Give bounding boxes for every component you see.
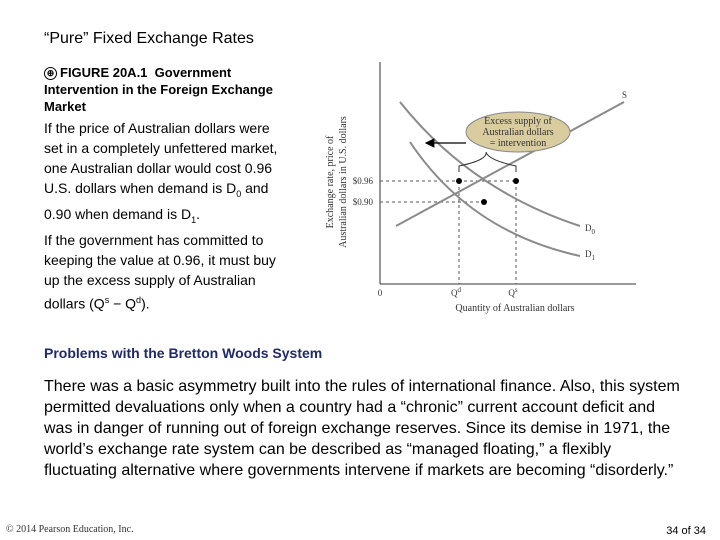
point-qd-096	[456, 178, 462, 184]
demand-subscript-0: 0	[236, 188, 242, 199]
figure-label: FIGURE 20A.1	[60, 65, 148, 80]
chart-svg	[318, 62, 720, 324]
annotation-line-1: Excess supply of	[484, 116, 552, 127]
tick-090: $0.90	[352, 197, 373, 207]
body-paragraph: There was a basic asymmetry built into the rules of international finance. Also, this system permitted devaluations only when a country had a “chronic” current account deficit and was in danger of running out of foreign exchange reserves. Since its demise in 1971, the world’s exchange rate system can be described as “managed floating,” a flexibly fluctuating alternative where governments intervene if markets are becoming “disorderly.”	[44, 378, 680, 479]
explanation-paragraph-1	[44, 118, 284, 230]
tick-qd: $Q^d$	[451, 286, 461, 298]
globe-icon[interactable]: ⊕	[44, 67, 57, 80]
y-axis-label-line-1: Exchange rate, price of	[325, 135, 336, 229]
label-s: S	[622, 90, 628, 100]
copyright: © 2014 Pearson Education, Inc.	[6, 524, 134, 535]
supply-superscript: s	[104, 294, 110, 305]
demand-superscript: d	[136, 294, 142, 305]
point-090	[481, 199, 487, 205]
slide-title: “Pure” Fixed Exchange Rates	[44, 30, 254, 47]
tick-096: $0.96	[352, 176, 373, 186]
label-d1: $D_1$	[585, 249, 595, 262]
explanation-text: .	[196, 205, 200, 222]
figure-title: Government Intervention in the Foreign Exchange Market	[44, 65, 273, 114]
point-qs-096	[513, 178, 519, 184]
demand-curve-d1	[410, 142, 580, 256]
explanation-text: If the government has committed to keeping the value at 0.96, it must buy up the excess supply of Australian dollars (Q	[44, 231, 276, 312]
tick-qs: $Q^s$	[508, 286, 518, 298]
explanation-text: ).	[141, 295, 150, 312]
annotation-line-3: = intervention	[489, 138, 547, 149]
label-d0: $D_0$	[585, 223, 595, 236]
page-number: 34 of 34	[666, 525, 706, 537]
section-heading: Problems with the Bretton Woods System	[44, 345, 323, 361]
explanation-text: If the price of Australian dollars were set in a completely unfettered market, one Australian dollar would cost 0.96 U.S. dollars when demand is D	[44, 120, 278, 196]
explanation-paragraph-2	[44, 230, 284, 314]
demand-subscript-1: 1	[191, 214, 197, 225]
explanation-text: − Q	[109, 295, 137, 312]
explanation-text: and 0.90 when demand is D	[44, 180, 269, 222]
exchange-market-chart	[318, 62, 720, 324]
y-axis-label-line-2: Australian dollars in U.S. dollars	[338, 116, 349, 248]
annotation-line-2: Australian dollars	[482, 127, 554, 138]
x-axis-label: Quantity of Australian dollars	[455, 303, 575, 314]
figure-caption	[44, 64, 274, 115]
figure-explanation	[44, 118, 284, 313]
origin-label: 0	[377, 288, 383, 298]
